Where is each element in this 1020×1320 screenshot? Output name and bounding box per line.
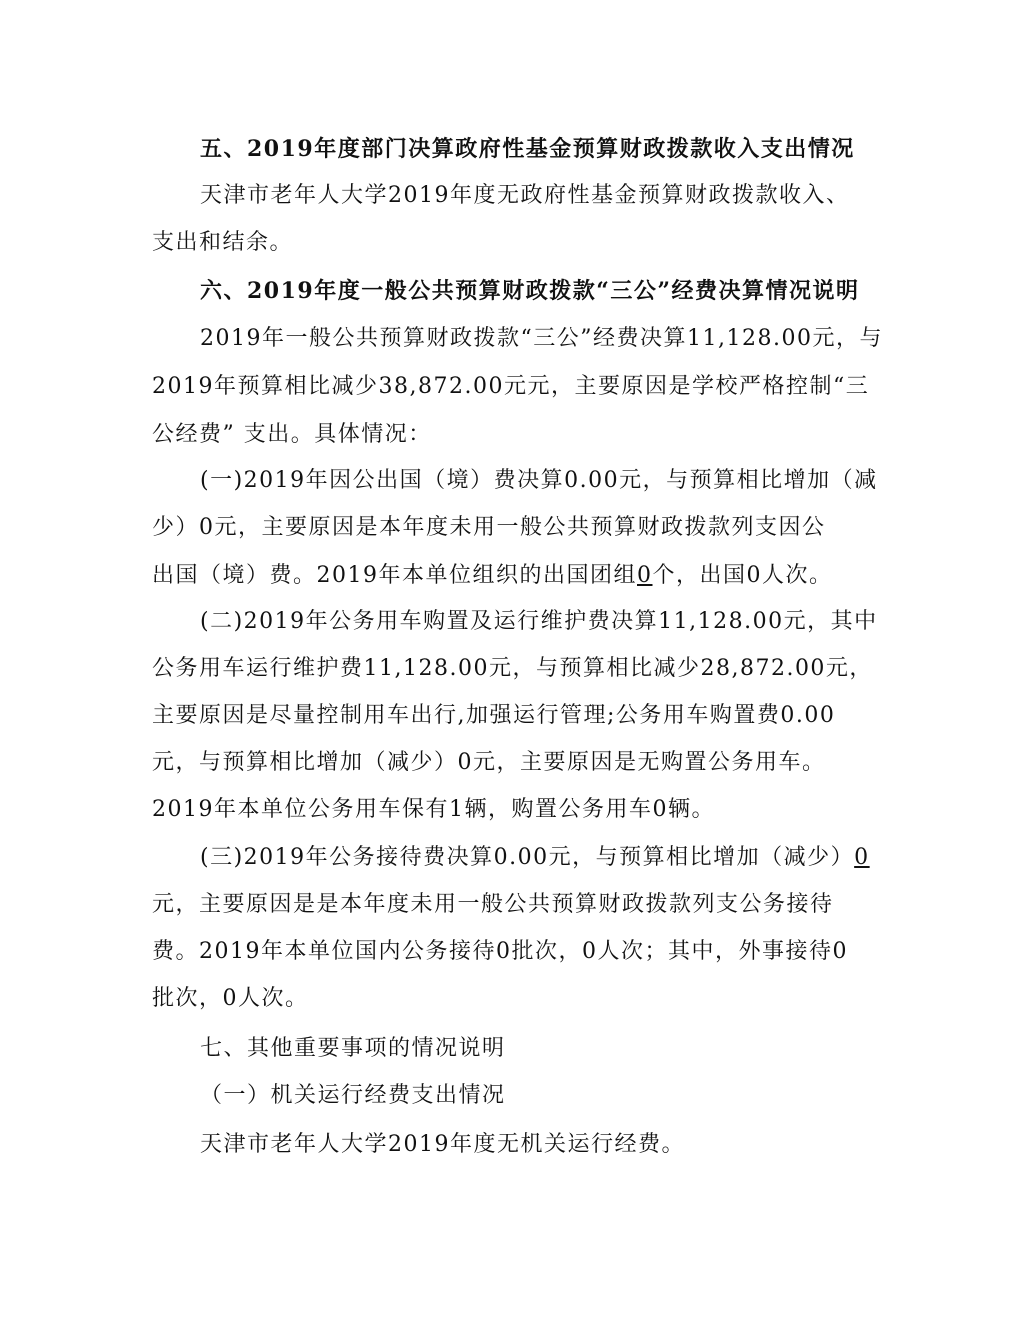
section-6-heading: 六、2019年度一般公共预算财政拨款“三公”经费决算情况说明 [200,278,860,304]
section-7-heading: 七、其他重要事项的情况说明 [200,1036,506,1061]
item-3-line-2: 元，主要原因是是本年度未用一般公共预算财政拨款列支公务接待 [152,892,834,917]
item-2-line-1: (二)2019年公务用车购置及运行维护费决算11,128.00元，其中 [200,609,878,634]
section-6-intro-line-1: 2019年一般公共预算财政拨款“三公”经费决算11,128.00元，与 [200,326,883,351]
item-3-line-1-text: (三)2019年公务接待费决算0.00元，与预算相比增加（减少） [200,845,855,870]
item-2-line-4: 元，与预算相比增加（减少）0元，主要原因是无购置公务用车。 [152,750,826,775]
section-5-heading: 五、2019年度部门决算政府性基金预算财政拨款收入支出情况 [200,136,855,162]
item-2-line-5: 2019年本单位公务用车保有1辆，购置公务用车0辆。 [152,797,715,822]
item-2-line-2: 公务用车运行维护费11,128.00元，与预算相比减少28,872.00元， [152,656,873,681]
section-5-text-line-1: 天津市老年人大学2019年度无政府性基金预算财政拨款收入、 [200,183,850,208]
item-1-line-3-text-a: 出国（境）费。2019年本单位组织的出国团组 [152,563,637,588]
item-1-line-3 [152,561,833,591]
item-1-line-3-text-b: 个，出国0人次。 [652,563,833,588]
section-7-sub-1-text: 天津市老年人大学2019年度无机关运行经费。 [200,1132,685,1157]
item-2-line-3: 主要原因是尽量控制用车出行,加强运行管理;公务用车购置费0.00 [152,703,836,728]
item-1-line-2: 少）0元，主要原因是本年度未用一般公共预算财政拨款列支因公 [152,515,826,540]
item-3-underlined-amount: 0 [854,845,870,870]
section-6-intro-line-2: 2019年预算相比减少38,872.00元元，主要原因是学校严格控制“三 [152,374,870,399]
item-3-line-4: 批次，0人次。 [152,986,309,1011]
item-3-line-3: 费。2019年本单位国内公务接待0批次，0人次；其中，外事接待0 [152,939,848,964]
section-7-subheading-1: （一）机关运行经费支出情况 [200,1083,506,1108]
item-3-line-1 [200,843,870,873]
section-6-intro-line-3: 公经费” 支出。具体情况： [152,422,432,447]
item-1-line-1: (一)2019年因公出国（境）费决算0.00元，与预算相比增加（减 [200,468,878,493]
section-5-text-line-2: 支出和结余。 [152,230,294,255]
item-1-underlined-count: 0 [637,563,653,588]
